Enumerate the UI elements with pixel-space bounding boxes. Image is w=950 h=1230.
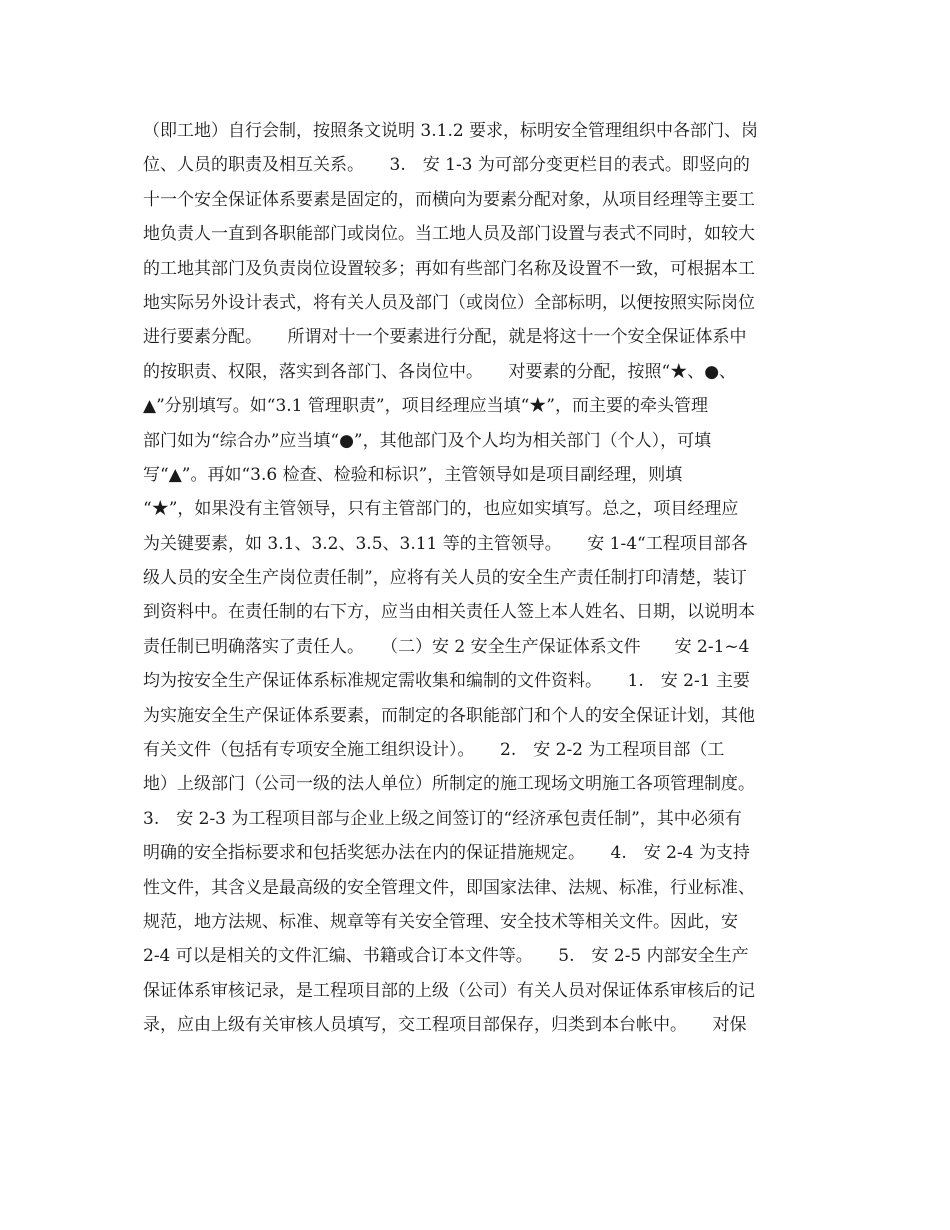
- text-line-5: 的工地其部门及负责岗位设置较多；再如有些部门名称及设置不一致，可根据本工: [143, 258, 755, 279]
- text-line-13: 为关键要素，如 3.1、3.2、3.5、3.11 等的主管领导。 安 1-4“工程项目部各: [143, 533, 748, 554]
- text-line-21: 3. 安 2-3 为工程项目部与企业上级之间签订的“经济承包责任制”，其中必须有: [143, 808, 742, 829]
- text-line-17: 均为按安全生产保证体系标准规定需收集和编制的文件资料。 1. 安 2-1 主要: [143, 671, 750, 692]
- text-line-22: 明确的安全指标要求和包括奖惩办法在内的保证措施规定。 4. 安 2-4 为支持: [143, 843, 750, 864]
- text-line-9: ▲”分别填写。如“3.1 管理职责”，项目经理应当填“★”，而主要的牵头管理: [143, 396, 708, 417]
- text-line-19: 有关文件（包括有专项安全施工组织设计）。 2. 安 2-2 为工程项目部（工: [143, 740, 725, 761]
- text-line-7: 进行要素分配。 所谓对十一个要素进行分配，就是将这十一个安全保证体系中: [143, 327, 747, 348]
- text-line-27: 录，应由上级有关审核人员填写，交工程项目部保存，归类到本台帐中。 对保: [143, 1015, 747, 1036]
- text-line-20: 地）上级部门（公司一级的法人单位）所制定的施工现场文明施工各项管理制度。: [143, 774, 755, 795]
- text-line-1: （即工地）自行会制，按照条文说明 3.1.2 要求，标明安全管理组织中各部门、岗: [143, 121, 759, 141]
- text-line-14: 级人员的安全生产岗位责任制”，应将有关人员的安全生产责任制打印清楚，装订: [143, 568, 747, 589]
- text-line-10: 部门如为“综合办”应当填“●”，其他部门及个人均为相关部门（个人），可填: [143, 430, 712, 451]
- text-line-3: 十一个安全保证体系要素是固定的，而横向为要素分配对象，从项目经理等主要工: [143, 189, 755, 210]
- text-line-24: 规范，地方法规、标准、规章等有关安全管理、安全技术等相关文件。因此，安: [143, 911, 738, 932]
- text-line-11: 写“▲”。再如“3.6 检查、检验和标识”，主管领导如是项目副经理，则填: [143, 464, 683, 485]
- text-line-15: 到资料中。在责任制的右下方，应当由相关责任人签上本人姓名、日期，以说明本: [143, 602, 755, 623]
- text-line-25: 2-4 可以是相关的文件汇编、书籍或合订本文件等。 5. 安 2-5 内部安全生产: [143, 946, 749, 967]
- text-line-26: 保证体系审核记录，是工程项目部的上级（公司）有关人员对保证体系审核后的记: [143, 980, 755, 1001]
- text-line-2: 位、人员的职责及相互关系。 3. 安 1-3 为可部分变更栏目的表式。即竖向的: [143, 155, 750, 176]
- text-line-8: 的按职责、权限，落实到各部门、各岗位中。 对要素的分配，按照“★、●、: [143, 361, 737, 382]
- text-line-4: 地负责人一直到各职能部门或岗位。当工地人员及部门设置与表式不同时，如较大: [143, 224, 755, 245]
- text-line-23: 性文件，其含义是最高级的安全管理文件，即国家法律、法规、标准，行业标准、: [143, 877, 755, 898]
- text-line-18: 为实施安全生产保证体系要素，而制定的各职能部门和个人的安全保证计划，其他: [143, 705, 755, 726]
- text-line-16: 责任制已明确落实了责任人。 （二）安 2 安全生产保证体系文件 安 2-1~4: [143, 636, 750, 657]
- text-line-6: 地实际另外设计表式，将有关人员及部门（或岗位）全部标明，以便按照实际岗位: [143, 292, 755, 313]
- body-text: [143, 114, 833, 1043]
- text-line-12: “★”，如果没有主管领导，只有主管部门的，也应如实填写。总之，项目经理应: [143, 499, 739, 520]
